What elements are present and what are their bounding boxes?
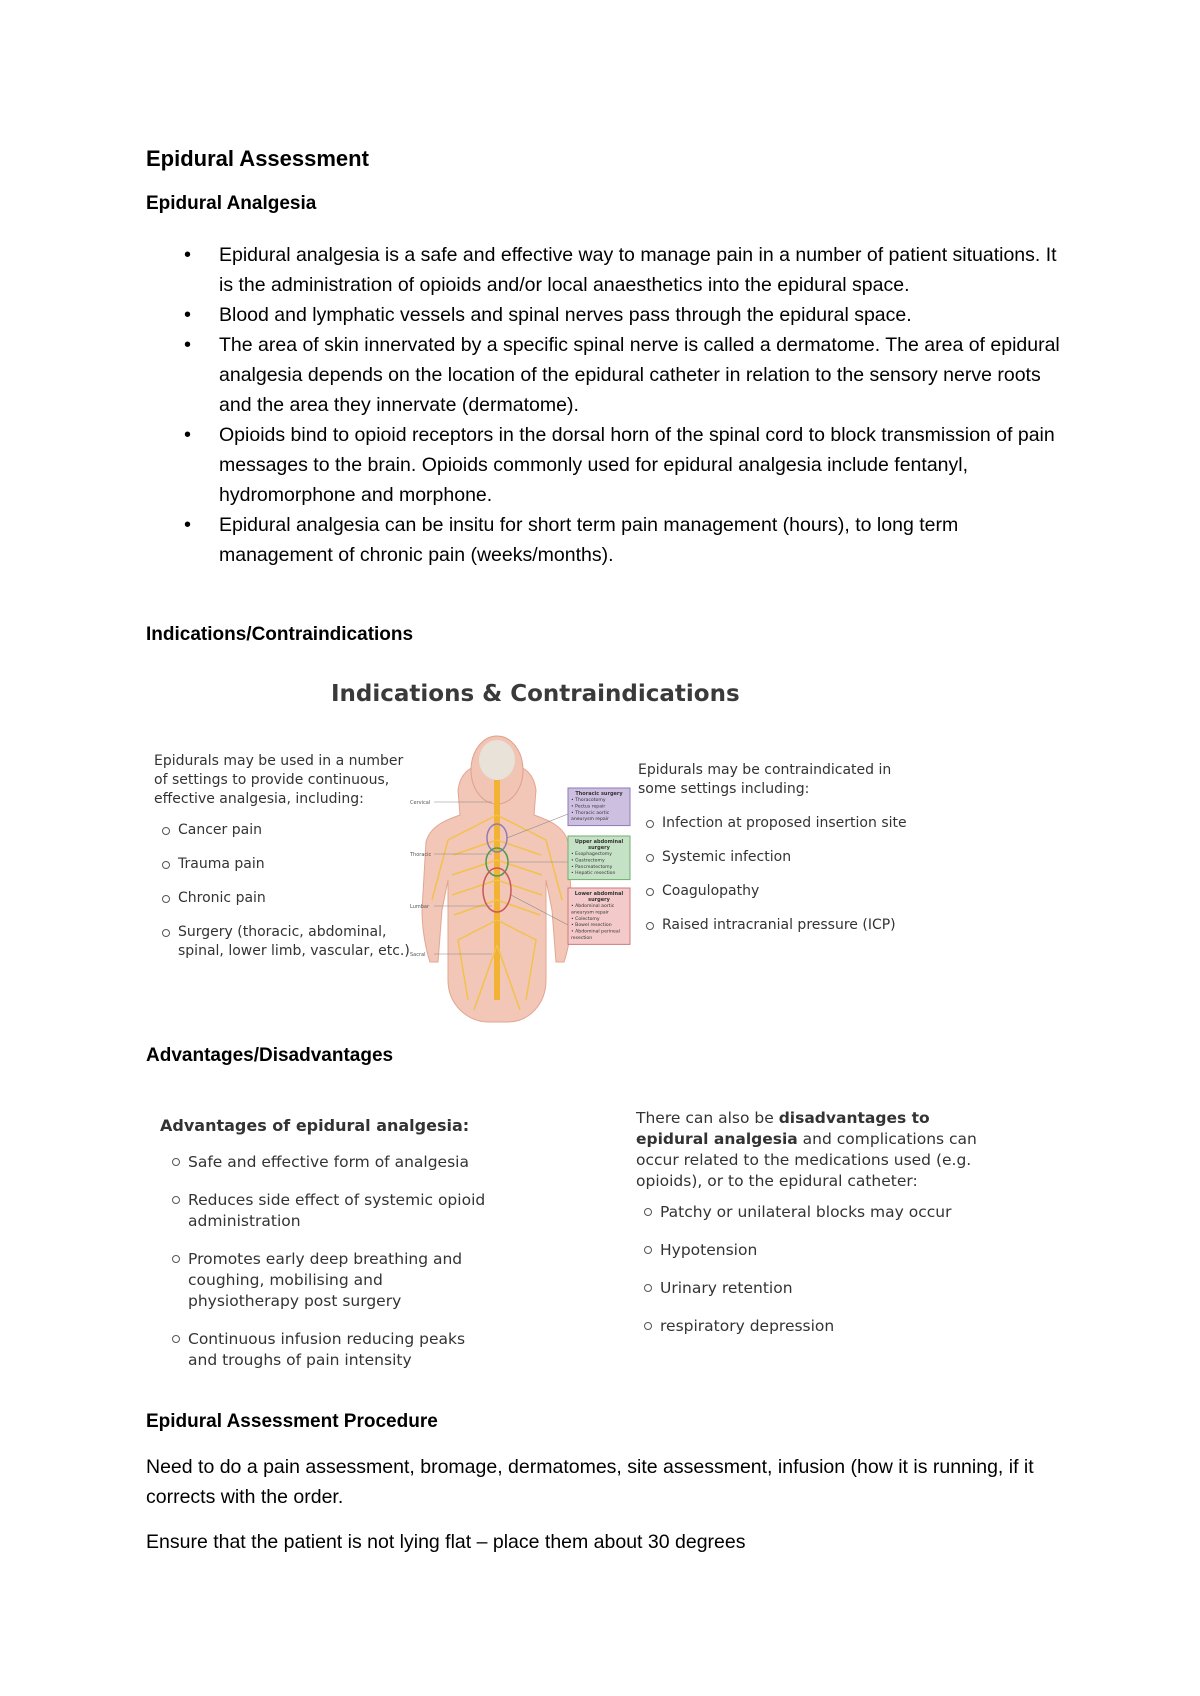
spine-label-thoracic: Thoracic bbox=[410, 852, 432, 858]
surgery-box-item: aneurysm repair bbox=[571, 817, 609, 823]
advantages-list bbox=[170, 1152, 490, 1388]
section-heading-advantages: Advantages/Disadvantages bbox=[146, 1045, 394, 1066]
list-item: Surgery (thoracic, abdominal, spinal, lower limb, vascular, etc.) bbox=[160, 923, 410, 961]
list-item: respiratory depression bbox=[642, 1316, 1002, 1337]
spine-label-cervical: Cervical bbox=[410, 800, 431, 806]
advantages-title: Advantages of epidural analgesia: bbox=[160, 1116, 470, 1135]
disadvantages-intro bbox=[636, 1108, 996, 1192]
list-item: Trauma pain bbox=[160, 855, 410, 874]
surgery-box-item: • Hepatic resection bbox=[571, 871, 616, 877]
surgery-box-item: • Abdominal perineal bbox=[571, 929, 620, 935]
surgery-box-item: • Thoracic aortic bbox=[571, 810, 610, 816]
contraindications-list bbox=[644, 814, 944, 950]
procedure-paragraph: Need to do a pain assessment, bromage, dermatomes, site assessment, infusion (how it is running, if it corrects with the order. bbox=[146, 1456, 1034, 1508]
list-item: Infection at proposed insertion site bbox=[644, 814, 944, 833]
surgery-box-item: resection bbox=[571, 936, 593, 941]
advantages-figure bbox=[146, 1100, 1066, 1380]
intro-text: There can also be bbox=[636, 1109, 779, 1127]
list-item: Promotes early deep breathing and coughing, mobilising and physiotherapy post surgery bbox=[170, 1249, 490, 1312]
section-heading-procedure: Epidural Assessment Procedure bbox=[146, 1411, 438, 1432]
procedure-paragraph: Ensure that the patient is not lying flat – place them about 30 degrees bbox=[146, 1531, 746, 1553]
surgery-box-item: • Bowel resection bbox=[571, 923, 612, 929]
spine-label-sacral: Sacral bbox=[410, 952, 426, 958]
surgery-boxes bbox=[568, 788, 630, 944]
list-item: • Opioids bind to opioid receptors in the dorsal horn of the spinal cord to block transmission of pain messages to the brain. Opioids commonly used for epidural analgesia include fentanyl, hydromorphone and morphone. bbox=[146, 420, 1076, 510]
surgery-box-title: surgery bbox=[588, 845, 610, 851]
list-item: Cancer pain bbox=[160, 821, 410, 840]
intro-text: and complications can occur related to the medications used (e.g. opioids), or to the epidural catheter: bbox=[636, 1130, 977, 1190]
epidural-analgesia-list bbox=[146, 240, 1076, 570]
surgery-box-item: • Gastrectomy bbox=[571, 858, 605, 864]
list-item: • Epidural analgesia can be insitu for short term pain management (hours), to long term management of chronic pain (weeks/months). bbox=[146, 510, 1076, 570]
brain-shape bbox=[479, 740, 515, 780]
figure-title: Indications & Contraindications bbox=[331, 681, 740, 707]
list-item: Chronic pain bbox=[160, 889, 410, 908]
contraindications-intro: Epidurals may be contraindicated in some settings including: bbox=[638, 762, 892, 797]
surgery-box-item: • Esophagectomy bbox=[571, 852, 612, 857]
list-item: Coagulopathy bbox=[644, 882, 944, 901]
indications-list bbox=[160, 821, 410, 976]
surgery-box-title: Upper abdominal bbox=[574, 839, 624, 845]
list-item: • The area of skin innervated by a specific spinal nerve is called a dermatome. The area of epidural analgesia depends on the location of the epidural catheter in relation to the sensory nerve roots and the area they innervate (dermatome). bbox=[146, 330, 1076, 420]
surgery-box-item: • Pectus repair bbox=[571, 804, 606, 810]
surgery-box-item: • Pancreatectomy bbox=[571, 864, 613, 870]
indications-figure bbox=[146, 675, 1066, 1020]
section-heading-indications: Indications/Contraindications bbox=[146, 624, 414, 645]
list-item: Raised intracranial pressure (ICP) bbox=[644, 916, 944, 935]
list-item: Patchy or unilateral blocks may occur bbox=[642, 1202, 1002, 1223]
surgery-box-title: Lower abdominal bbox=[574, 891, 624, 897]
spine-label-lumbar: Lumbar bbox=[410, 904, 430, 910]
disadvantages-list bbox=[642, 1202, 1002, 1354]
list-item: Systemic infection bbox=[644, 848, 944, 867]
intro-bold-text: disadvantages to epidural analgesia bbox=[636, 1109, 930, 1148]
section-heading-epidural-analgesia: Epidural Analgesia bbox=[146, 193, 317, 214]
surgery-box-title: surgery bbox=[588, 897, 610, 903]
list-item: Urinary retention bbox=[642, 1278, 1002, 1299]
list-item: • Blood and lymphatic vessels and spinal nerves pass through the epidural space. bbox=[146, 300, 1076, 330]
list-item: Safe and effective form of analgesia bbox=[170, 1152, 490, 1173]
document-title: Epidural Assessment bbox=[146, 146, 369, 171]
surgery-box-item: • Thoracotomy bbox=[571, 798, 606, 803]
list-item: Continuous infusion reducing peaks and troughs of pain intensity bbox=[170, 1329, 490, 1371]
list-item: Reduces side effect of systemic opioid administration bbox=[170, 1190, 490, 1232]
surgery-box-item: • Abdominal aortic bbox=[571, 904, 615, 909]
list-item: Hypotension bbox=[642, 1240, 1002, 1261]
surgery-box-title: Thoracic surgery bbox=[575, 791, 623, 797]
spine-anatomy-diagram bbox=[408, 730, 638, 1025]
list-item: • Epidural analgesia is a safe and effective way to manage pain in a number of patient situations. It is the administration of opioids and/or local anaesthetics into the epidural space. bbox=[146, 240, 1076, 300]
indications-intro: Epidurals may be used in a number of settings to provide continuous, effective analgesia, including: bbox=[154, 753, 404, 807]
surgery-box-item: • Colectomy bbox=[571, 916, 600, 922]
surgery-box-item: aneurysm repair bbox=[571, 910, 609, 916]
